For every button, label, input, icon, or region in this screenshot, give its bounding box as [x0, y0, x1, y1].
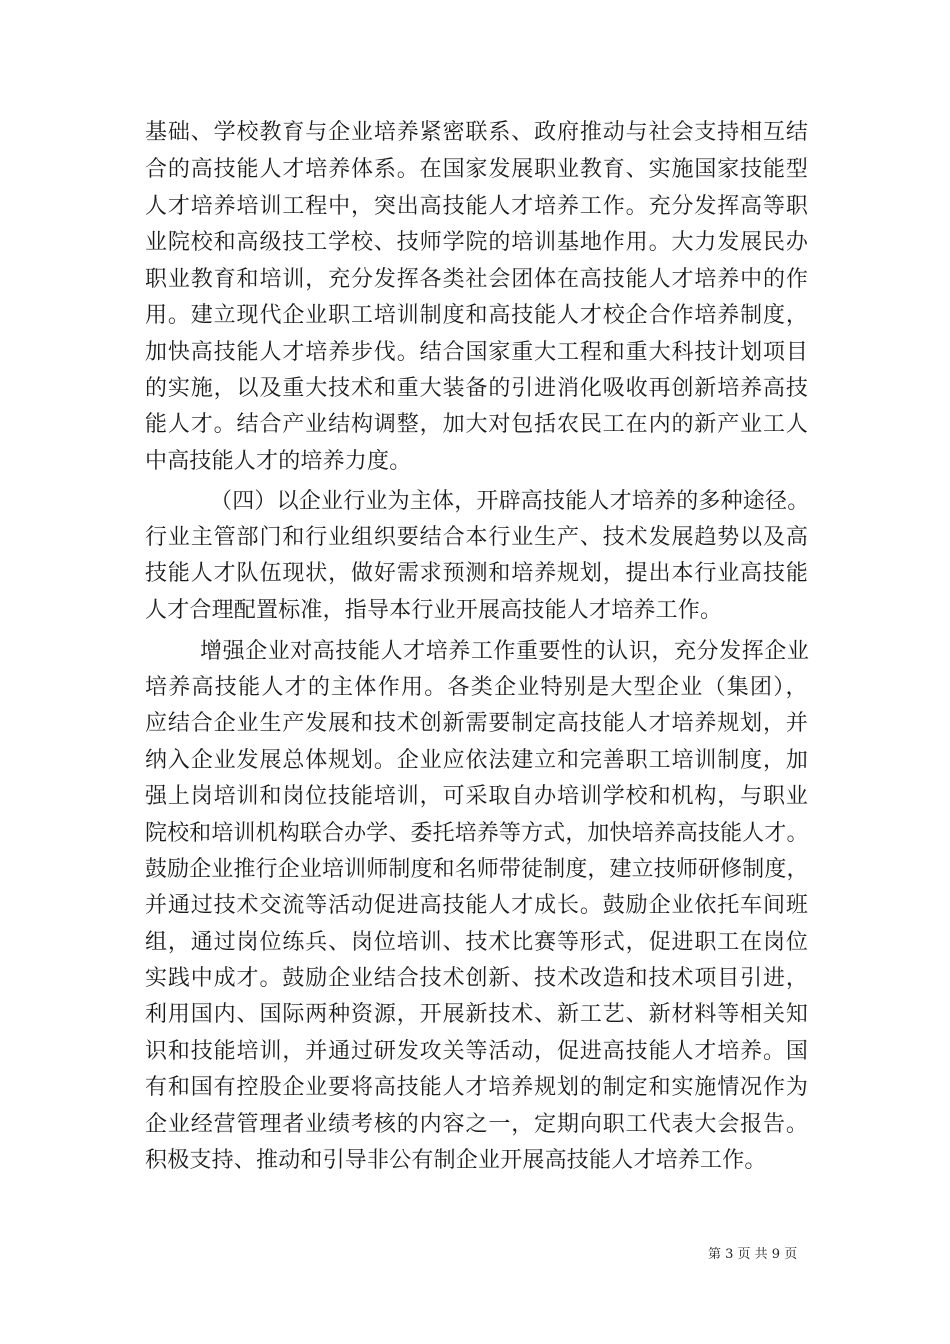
text-line: 增强企业对高技能人才培养工作重要性的认识，充分发挥企业: [200, 639, 810, 664]
text-line: 中高技能人才的培养力度。: [145, 449, 412, 474]
text-line: 应结合企业生产发展和技术创新需要制定高技能人才培养规划，并: [145, 711, 809, 736]
text-line: 行业主管部门和行业组织要结合本行业生产、技术发展趋势以及高: [145, 525, 809, 550]
text-line: 积极支持、推动和引导非公有制企业开展高技能人才培养工作。: [145, 1148, 767, 1173]
text-line: 纳入企业发展总体规划。企业应依法建立和完善职工培训制度，加: [145, 748, 809, 773]
text-line: 企业经营管理者业绩考核的内容之一，定期向职工代表大会报告。: [145, 1112, 809, 1137]
text-line: 院校和培训机构联合办学、委托培养等方式，加快培养高技能人才。: [145, 821, 809, 846]
text-line: 利用国内、国际两种资源，开展新技术、新工艺、新材料等相关知: [145, 1002, 809, 1027]
text-line: 业院校和高级技工学校、技师学院的培训基地作用。大力发展民办: [145, 230, 809, 255]
text-line: 识和技能培训，并通过研发攻关等活动，促进高技能人才培养。国: [145, 1039, 809, 1064]
text-line: 加快高技能人才培养步伐。结合国家重大工程和重大科技计划项目: [145, 340, 809, 365]
text-line: 鼓励企业推行企业培训师制度和名师带徒制度，建立技师研修制度，: [145, 857, 809, 882]
text-line: 合的高技能人才培养体系。在国家发展职业教育、实施国家技能型: [145, 157, 809, 182]
text-line: 有和国有控股企业要将高技能人才培养规划的制定和实施情况作为: [145, 1075, 809, 1100]
text-line: 技能人才队伍现状，做好需求预测和培养规划，提出本行业高技能: [145, 561, 809, 586]
text-line: （四）以企业行业为主体，开辟高技能人才培养的多种途径。: [210, 489, 810, 514]
text-line: 用。建立现代企业职工培训制度和高技能人才校企合作培养制度，: [145, 303, 809, 328]
text-line: 组，通过岗位练兵、岗位培训、技术比赛等形式，促进职工在岗位: [145, 930, 809, 955]
text-line: 强上岗培训和岗位技能培训，可采取自办培训学校和机构，与职业: [145, 784, 809, 809]
text-line: 基础、学校教育与企业培养紧密联系、政府推动与社会支持相互结: [145, 120, 809, 145]
text-line: 人才培养培训工程中，突出高技能人才培养工作。充分发挥高等职: [145, 194, 809, 219]
text-line: 实践中成才。鼓励企业结合技术创新、技术改造和技术项目引进，: [145, 966, 809, 991]
text-line: 培养高技能人才的主体作用。各类企业特别是大型企业（集团），: [145, 675, 809, 700]
text-line: 人才合理配置标准，指导本行业开展高技能人才培养工作。: [145, 598, 723, 623]
text-line: 职业教育和培训，充分发挥各类社会团体在高技能人才培养中的作: [145, 267, 809, 292]
page-number: 第 3 页 共 9 页: [708, 1247, 798, 1262]
text-line: 的实施，以及重大技术和重大装备的引进消化吸收再创新培养高技: [145, 376, 809, 401]
text-line: 并通过技术交流等活动促进高技能人才成长。鼓励企业依托车间班: [145, 893, 809, 918]
text-line: 能人才。结合产业结构调整，加大对包括农民工在内的新产业工人: [145, 412, 809, 437]
